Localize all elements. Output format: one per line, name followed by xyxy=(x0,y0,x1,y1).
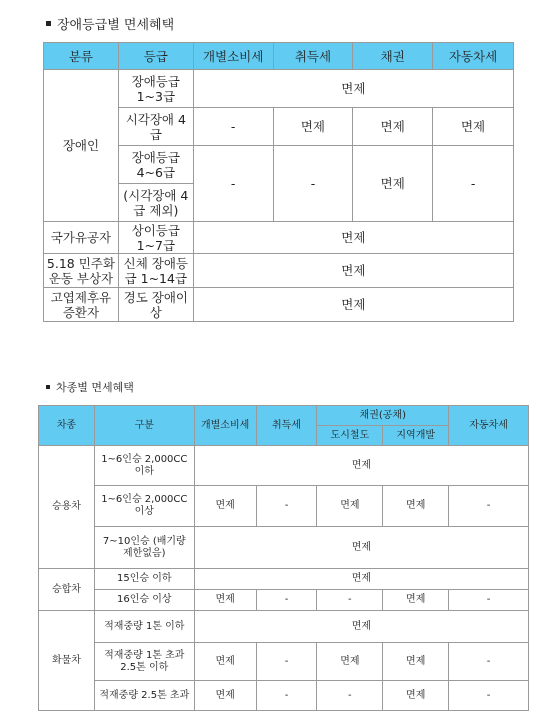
category-cell: 16인승 이상 xyxy=(94,590,194,611)
value-cell: 면제 xyxy=(317,643,383,681)
value-cell: 면제 xyxy=(193,254,513,288)
value-cell: - xyxy=(317,590,383,611)
value-cell: 면제 xyxy=(193,70,513,108)
value-cell: - xyxy=(193,146,273,222)
value-cell: - xyxy=(256,681,317,711)
bullet-icon xyxy=(46,385,50,389)
grade-cell: 장애등급 1~3급 xyxy=(118,70,193,108)
value-cell: - xyxy=(256,486,317,527)
category-cell: 국가유공자 xyxy=(44,222,119,254)
table-row xyxy=(39,681,529,711)
grade-cell: 상이등급 1~7급 xyxy=(118,222,193,254)
value-cell: 면제 xyxy=(194,527,528,569)
header-grade: 등급 xyxy=(118,43,193,70)
table-row xyxy=(39,486,529,527)
header-bond-metro: 도시철도 xyxy=(317,426,383,446)
value-cell: 면제 xyxy=(383,643,449,681)
section2-heading xyxy=(46,379,134,395)
category-cell: 적재중량 1톤 이하 xyxy=(94,611,194,643)
value-cell: - xyxy=(273,146,353,222)
table-header-row xyxy=(44,43,514,70)
value-cell: 면제 xyxy=(194,486,256,527)
value-cell: - xyxy=(449,590,529,611)
table-row xyxy=(39,590,529,611)
category-cell: 고엽제후유증환자 xyxy=(44,288,119,322)
header-excise: 개별소비세 xyxy=(193,43,273,70)
vehicle-type-cell: 화물차 xyxy=(39,611,95,711)
value-cell: - xyxy=(317,681,383,711)
category-cell: 1~6인승 2,000CC 이하 xyxy=(94,446,194,486)
header-acquisition: 취득세 xyxy=(256,406,317,446)
value-cell: 면제 xyxy=(193,288,513,322)
value-cell: 면제 xyxy=(194,590,256,611)
value-cell: 면제 xyxy=(194,643,256,681)
table-row xyxy=(44,288,514,322)
header-excise: 개별소비세 xyxy=(194,406,256,446)
header-type: 차종 xyxy=(39,406,95,446)
header-car-tax: 자동차세 xyxy=(449,406,529,446)
header-category: 분류 xyxy=(44,43,119,70)
table-row xyxy=(44,70,514,108)
grade-cell: 시각장애 4급 xyxy=(118,108,193,146)
group-disabled: 장애인 xyxy=(44,70,119,222)
value-cell: 면제 xyxy=(194,569,528,590)
category-cell: 1~6인승 2,000CC 이상 xyxy=(94,486,194,527)
value-cell: 면제 xyxy=(194,681,256,711)
table-row xyxy=(44,222,514,254)
section1-heading xyxy=(46,14,174,33)
header-acquisition: 취득세 xyxy=(273,43,353,70)
grade-cell: 장애등급 4~6급 xyxy=(118,146,193,184)
table-row xyxy=(39,569,529,590)
grade-cell: 신체 장애등급 1~14급 xyxy=(118,254,193,288)
value-cell: 면제 xyxy=(273,108,353,146)
section1-title: 장애등급별 면세혜택 xyxy=(57,18,175,33)
bullet-icon xyxy=(46,21,51,26)
section2-title: 차종별 면세혜택 xyxy=(56,381,134,394)
table-row xyxy=(39,527,529,569)
value-cell: 면제 xyxy=(194,446,528,486)
category-cell: 적재중량 1톤 초과 2.5톤 이하 xyxy=(94,643,194,681)
value-cell: - xyxy=(449,486,529,527)
header-bond: 채권(공채) xyxy=(317,406,449,426)
value-cell: - xyxy=(256,590,317,611)
grade-cell: (시각장애 4급 제외) xyxy=(118,184,193,222)
value-cell: - xyxy=(256,643,317,681)
table-row xyxy=(39,446,529,486)
value-cell: 면제 xyxy=(383,681,449,711)
value-cell: 면제 xyxy=(194,611,528,643)
category-cell: 7~10인승 (배기량 제한없음) xyxy=(94,527,194,569)
header-bond: 채권 xyxy=(353,43,433,70)
category-cell: 적재중량 2.5톤 초과 xyxy=(94,681,194,711)
table-header-row xyxy=(39,406,529,426)
category-cell: 5.18 민주화운동 부상자 xyxy=(44,254,119,288)
header-category: 구분 xyxy=(94,406,194,446)
value-cell: - xyxy=(449,681,529,711)
value-cell: 면제 xyxy=(383,590,449,611)
header-car-tax: 자동차세 xyxy=(433,43,514,70)
vehicle-type-cell: 승용차 xyxy=(39,446,95,569)
vehicle-type-cell: 승합차 xyxy=(39,569,95,611)
value-cell: 면제 xyxy=(317,486,383,527)
value-cell: 면제 xyxy=(353,146,433,222)
header-bond-regional: 지역개발 xyxy=(383,426,449,446)
value-cell: - xyxy=(193,108,273,146)
value-cell: - xyxy=(433,146,514,222)
disability-grade-table xyxy=(43,42,514,322)
table-row xyxy=(44,254,514,288)
table-row xyxy=(39,643,529,681)
value-cell: 면제 xyxy=(353,108,433,146)
grade-cell: 경도 장애이상 xyxy=(118,288,193,322)
vehicle-type-table xyxy=(38,405,529,711)
value-cell: 면제 xyxy=(433,108,514,146)
category-cell: 15인승 이하 xyxy=(94,569,194,590)
value-cell: 면제 xyxy=(193,222,513,254)
value-cell: - xyxy=(449,643,529,681)
table-row xyxy=(39,611,529,643)
value-cell: 면제 xyxy=(383,486,449,527)
